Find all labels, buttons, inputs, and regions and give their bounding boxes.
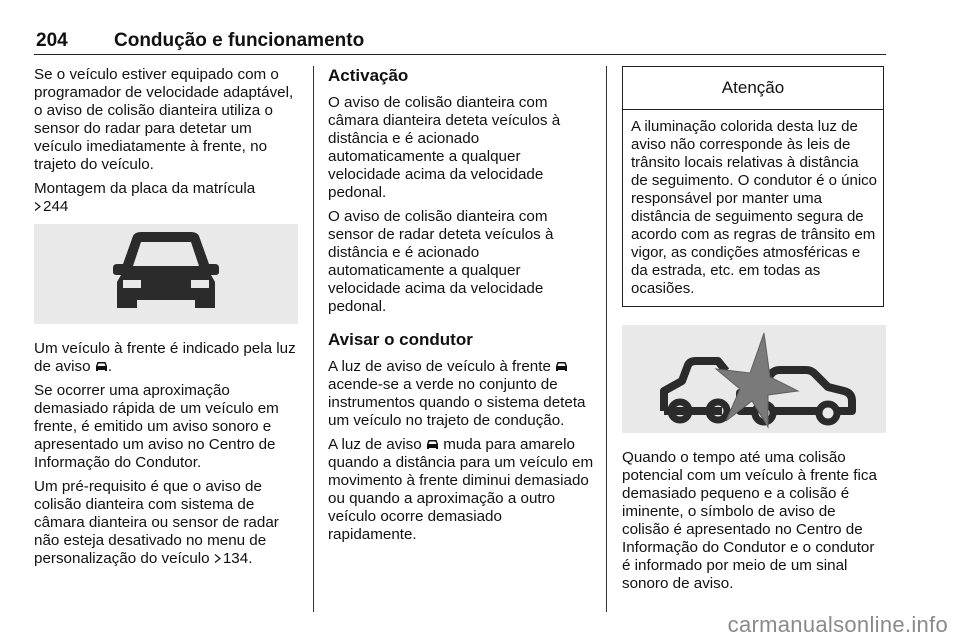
attention-title: Atenção <box>623 67 883 110</box>
col1-paragraph-4: Se ocorrer uma aproximação demasiado rápida de um veículo em frente, é emitido um aviso sonoro e apresentado um aviso no Centro de Informação do Condutor. <box>34 382 279 471</box>
column-2 <box>328 66 594 550</box>
heading-activation: Activação <box>328 66 409 85</box>
col2-paragraph-3: A luz de aviso de veículo à frente acende-se a verde no conjunto de instrumentos quando o sistema deteta um veículo no trajeto de condução. <box>328 358 586 429</box>
attention-box <box>622 66 884 307</box>
column-3 <box>622 66 886 599</box>
column-1 <box>34 66 298 574</box>
page-header <box>34 30 886 55</box>
vehicle-ahead-inline-icon <box>95 361 108 372</box>
col1-paragraph-1: Se o veículo estiver equipado com o programador de velocidade adaptável, o aviso de colisão dianteira utiliza o sensor do radar para detetar um veículo imediatamente à frente, no trajeto do veículo. <box>34 66 294 173</box>
col1-paragraph-5: Um pré-requisito é que o aviso de colisão dianteira com sistema de câmara dianteira ou sensor de radar não esteja desativado no menu de personalização do veículo 134. <box>34 478 279 567</box>
heading-warn-driver: Avisar o condutor <box>328 330 473 349</box>
column-divider <box>606 66 607 612</box>
vehicle-ahead-figure <box>34 224 298 324</box>
page-reference-link[interactable]: 244 <box>43 198 69 215</box>
col1-paragraph-2 <box>34 180 298 216</box>
col3-paragraph-1: Quando o tempo até uma colisão potencial com um veículo à frente fica demasiado pequeno e a colisão é iminente, o símbolo de aviso de colisão é apresentado no Centro de Informação do Condutor e o condutor é informado por meio de um sinal sonoro de aviso. <box>622 449 877 592</box>
watermark: carmanualsonline.info <box>727 612 948 637</box>
attention-body: A iluminação colorida desta luz de aviso não corresponde às leis de trânsito locais relativas à distância de seguimento. O condutor é o único responsável por manter uma distância de seguimento segura de acordo com as regras de trânsito em vigor, as condições atmosféricas e da estrada, etc. em todas as ocasiões. <box>631 118 877 297</box>
page-reference-link[interactable]: 134. <box>222 550 253 567</box>
vehicle-ahead-inline-icon <box>426 439 439 450</box>
chapter-title: Condução e funcionamento <box>114 30 365 51</box>
page-number: 204 <box>36 30 68 51</box>
col2-paragraph-4: A luz de aviso muda para amarelo quando a distância para um veículo em movimento à frente diminui demasiado ou quando a aproximação a outro veículo ocorre demasiado rapidamente. <box>328 436 594 543</box>
vehicle-ahead-icon <box>111 230 221 318</box>
col1-paragraph-3: Um veículo à frente é indicado pela luz de aviso . <box>34 340 296 375</box>
col2-paragraph-1: O aviso de colisão dianteira com câmara dianteira deteta veículos à distância e é acionado automaticamente a qualquer velocidade acima da velocidade pedonal. <box>328 94 561 201</box>
collision-figure <box>622 325 886 433</box>
reference-arrow-icon <box>214 554 221 563</box>
collision-warning-icon <box>622 325 886 433</box>
reference-arrow-icon <box>34 202 41 211</box>
column-divider <box>313 66 314 612</box>
col1-p2-text: Montagem da placa da matrícula <box>34 180 256 197</box>
col2-paragraph-2: O aviso de colisão dianteira com sensor de radar deteta veículos à distância e é acionado automaticamente a qualquer velocidade acima da velocidade pedonal. <box>328 208 554 315</box>
vehicle-ahead-inline-icon <box>555 361 568 372</box>
